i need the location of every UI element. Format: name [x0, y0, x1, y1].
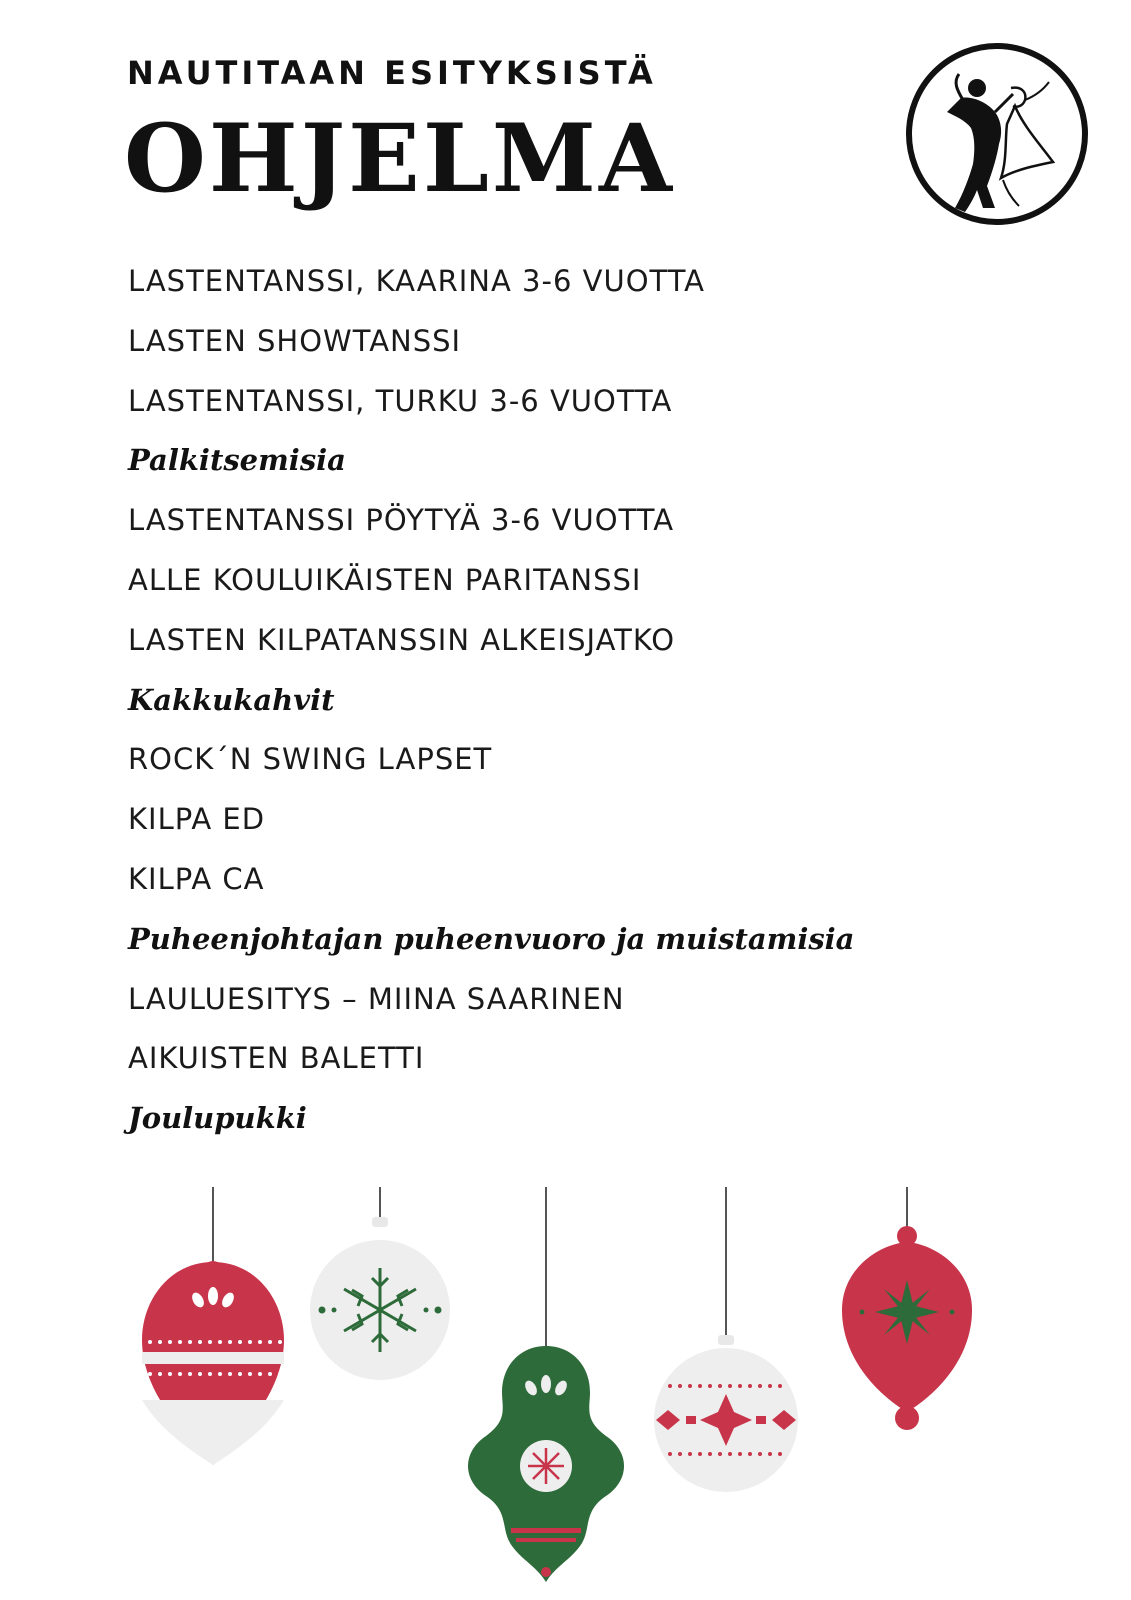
program-item: LASTENTANSSI, KAARINA 3-6 VUOTTA — [128, 264, 706, 298]
green-finial-ornament-icon — [468, 1346, 624, 1582]
program-item: ROCK´N SWING LAPSET — [128, 742, 493, 777]
program-item: KILPA ED — [128, 802, 266, 837]
program-item: LASTEN KILPATANSSIN ALKEISJATKO — [128, 622, 676, 657]
program-list — [128, 263, 854, 1160]
white-snowflake-ornament-icon — [310, 1217, 450, 1380]
program-item: LASTEN SHOWTANSSI — [128, 323, 462, 358]
program-section: Puheenjohtajan puheenvuoro ja muistamisia — [128, 921, 855, 956]
kicker-heading: NAUTITAAN ESITYKSISTÄ — [127, 54, 657, 92]
page-title: OHJELMA — [124, 104, 675, 214]
christmas-ornaments — [0, 1185, 1131, 1600]
program-item: AIKUISTEN BALETTI — [128, 1041, 425, 1076]
red-ornament-icon — [142, 1261, 284, 1465]
program-item: LAULUESITYS – MIINA SAARINEN — [128, 981, 625, 1016]
program-item: LASTENTANSSI, TURKU 3-6 VUOTTA — [128, 383, 673, 418]
program-section: Palkitsemisia — [128, 443, 346, 478]
program-section: Kakkukahvit — [128, 682, 335, 717]
dancing-couple-icon — [903, 40, 1091, 228]
program-item: LASTENTANSSI PÖYTYÄ 3-6 VUOTTA — [128, 503, 675, 538]
red-star-ornament-icon — [842, 1226, 972, 1430]
white-red-ornament-icon — [654, 1335, 798, 1492]
program-item: ALLE KOULUIKÄISTEN PARITANSSI — [128, 562, 642, 597]
program-section: Joulupukki — [128, 1101, 307, 1136]
program-item: KILPA CA — [128, 861, 265, 896]
